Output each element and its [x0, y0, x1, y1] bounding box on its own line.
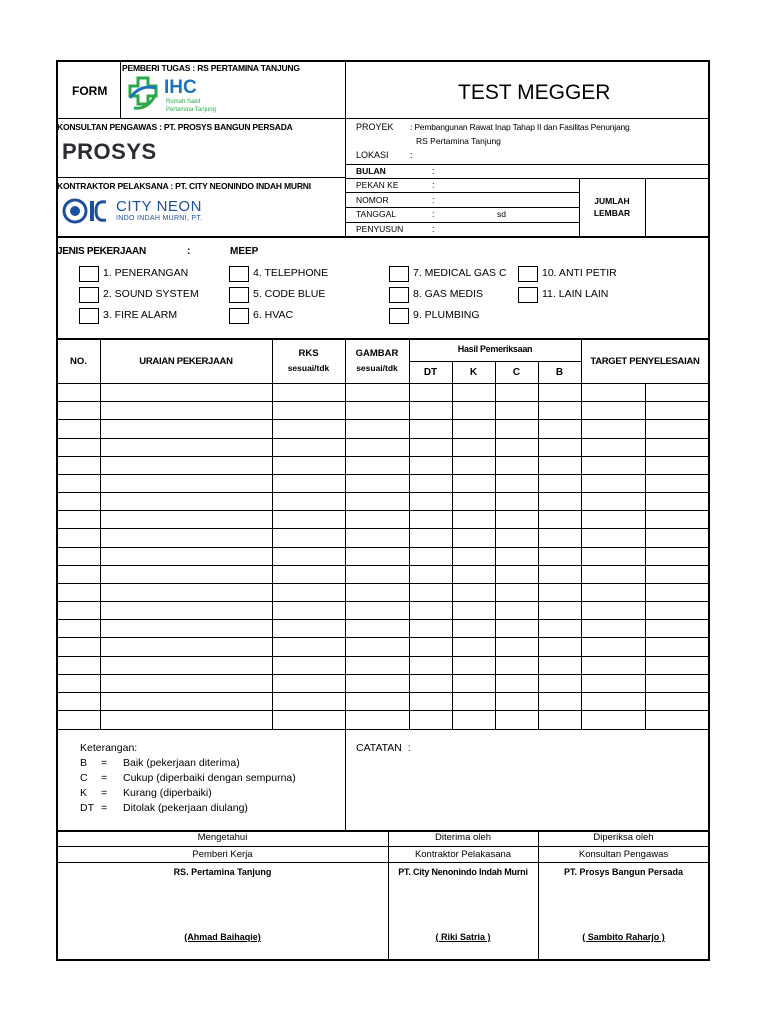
checkbox-penerangan[interactable]	[79, 266, 99, 282]
grid-col-line	[100, 338, 101, 729]
sig-sub: Pemberi Kerja	[192, 849, 253, 860]
grid-row-line	[57, 528, 709, 529]
jenis-value: MEEP	[230, 246, 259, 257]
divider	[57, 118, 709, 119]
option-label: 3. FIRE ALARM	[103, 309, 178, 321]
form-label: FORM	[72, 84, 108, 98]
divider	[345, 729, 346, 830]
col-gambar-header: GAMBAR	[355, 348, 399, 359]
grid-row-line	[57, 692, 709, 693]
option-label: 7. MEDICAL GAS C	[413, 267, 507, 279]
grid-col-line	[409, 338, 410, 729]
grid-row-line	[57, 419, 709, 420]
prosys-logo: PROSYS	[62, 139, 157, 164]
legend-item: Baik (pekerjaan diterima)	[123, 757, 240, 769]
sig-org: PT. Prosys Bangun Persada	[563, 867, 684, 877]
checkbox-medical-gas[interactable]	[389, 266, 409, 282]
ihc-logo: IHC Rumah Sakit Pertamina Tanjung	[126, 76, 232, 116]
grid-row-line	[57, 438, 709, 439]
option-label: 5. CODE BLUE	[253, 288, 326, 300]
checkbox-code-blue[interactable]	[229, 287, 249, 303]
col-b-header: B	[555, 367, 564, 378]
col-uraian-header: URAIAN PEKERJAAN	[139, 356, 233, 367]
penyusun-label: PENYUSUN	[356, 224, 404, 234]
divider	[345, 207, 579, 208]
grid-row-line	[57, 383, 709, 384]
sig-name: (Ahmad Baihaqie)	[184, 932, 261, 942]
grid-row-line	[57, 492, 709, 493]
grid-row-line	[57, 401, 709, 402]
col-no-header: NO.	[70, 356, 87, 367]
divider	[345, 192, 579, 193]
checkbox-gas-medis[interactable]	[389, 287, 409, 303]
jenis-label: JENIS PEKERJAAN	[57, 246, 146, 257]
checkbox-hvac[interactable]	[229, 308, 249, 324]
legend-item: Ditolak (pekerjaan diulang)	[123, 802, 248, 814]
grid-row-line	[57, 583, 709, 584]
legend-item: Kurang (diperbaiki)	[123, 787, 212, 799]
sig-name: ( Sambito Raharjo )	[582, 932, 665, 942]
tanggal-sd: sd	[497, 209, 506, 219]
sig-role: Mengetahui	[197, 832, 248, 843]
grid-row-line	[57, 474, 709, 475]
divider	[345, 222, 579, 223]
checkbox-sound-system[interactable]	[79, 287, 99, 303]
sig-name: ( Riki Satria )	[435, 932, 491, 942]
divider	[345, 178, 709, 179]
proyek-value-2: RS Pertamina Tanjung	[416, 136, 501, 146]
col-rks-header: RKS	[298, 348, 319, 359]
legend-item: Cukup (diperbaiki dengan sempurna)	[123, 772, 296, 784]
option-label: 6. HVAC	[253, 309, 294, 321]
option-label: 8. GAS MEDIS	[413, 288, 484, 300]
col-gambar-sub: sesuai/tdk	[356, 363, 398, 373]
sig-org: PT. City Nenonindo Indah Murni	[398, 867, 528, 877]
grid-row-line	[57, 710, 709, 711]
checkbox-fire-alarm[interactable]	[79, 308, 99, 324]
catatan-label: CATATAN :	[356, 742, 411, 754]
konsultan-label: KONSULTAN PENGAWAS : PT. PROSYS BANGUN PERSADA	[57, 122, 293, 132]
sig-role: Diperiksa oleh	[593, 832, 654, 843]
option-label: 2. SOUND SYSTEM	[103, 288, 199, 300]
divider	[579, 178, 580, 236]
grid-row-line	[57, 547, 709, 548]
option-label: 10. ANTI PETIR	[542, 267, 617, 279]
checkbox-plumbing[interactable]	[389, 308, 409, 324]
divider	[57, 338, 709, 340]
col-hasil-header: Hasil Pemeriksaan	[457, 344, 533, 354]
grid-col-line	[345, 338, 346, 729]
city-neon-emblem-icon	[62, 198, 110, 224]
divider	[57, 236, 709, 238]
col-dt-header: DT	[423, 367, 438, 378]
pemberi-tugas: PEMBERI TUGAS : RS PERTAMINA TANJUNG	[122, 63, 300, 73]
option-label: 4. TELEPHONE	[253, 267, 329, 279]
divider	[57, 846, 709, 847]
grid-row-line	[57, 510, 709, 511]
col-c-header: C	[512, 367, 521, 378]
page-title: TEST MEGGER	[458, 81, 611, 104]
grid-row-line	[57, 656, 709, 657]
proyek-label: PROYEK	[356, 122, 394, 132]
tanggal-label: TANGGAL	[356, 209, 396, 219]
grid-col-line	[581, 338, 582, 729]
option-label: 9. PLUMBING	[413, 309, 480, 321]
grid-row-line	[57, 601, 709, 602]
grid-row-line	[57, 637, 709, 638]
divider	[57, 729, 709, 730]
checkbox-lain-lain[interactable]	[518, 287, 538, 303]
bulan-label: BULAN	[356, 166, 386, 176]
grid-col-line	[272, 338, 273, 729]
city-neon-logo: CITY NEON INDO INDAH MURNI, PT.	[62, 198, 232, 226]
sig-sub: Kontraktor Pelakasana	[414, 849, 512, 860]
ihc-cross-icon	[126, 76, 162, 114]
sig-org: RS. Pertamina Tanjung	[173, 867, 272, 877]
grid-row-line	[57, 619, 709, 620]
checkbox-anti-petir[interactable]	[518, 266, 538, 282]
sig-role: Diterima oleh	[435, 832, 491, 843]
divider	[345, 61, 346, 236]
jumlah-label: JUMLAH	[594, 196, 630, 206]
checkbox-telephone[interactable]	[229, 266, 249, 282]
nomor-label: NOMOR	[356, 195, 389, 205]
col-k-header: K	[469, 367, 478, 378]
option-label: 11. LAIN LAIN	[542, 288, 609, 300]
kontraktor-label: KONTRAKTOR PELAKSANA : PT. CITY NEONINDO INDAH MURNI	[57, 181, 311, 191]
grid-row-line	[57, 674, 709, 675]
grid-row-line	[57, 565, 709, 566]
divider	[57, 862, 709, 863]
option-label: 1. PENERANGAN	[103, 267, 189, 279]
pekan-label: PEKAN KE	[356, 180, 399, 190]
keterangan-title: Keterangan:	[80, 742, 138, 754]
col-target-header: TARGET PENYELESAIAN	[590, 356, 700, 367]
divider	[645, 178, 646, 236]
sig-sub: Konsultan Pengawas	[578, 849, 669, 860]
proyek-value: : Pembangunan Rawat Inap Tahap II dan Fasilitas Penunjang	[410, 122, 630, 132]
divider	[345, 164, 709, 165]
col-rks-sub: sesuai/tdk	[287, 363, 330, 373]
lembar-label: LEMBAR	[593, 208, 631, 218]
grid-row-line	[57, 456, 709, 457]
lokasi-label: LOKASI	[356, 150, 389, 160]
grid-col-line	[645, 383, 646, 729]
divider	[120, 61, 121, 118]
divider	[57, 177, 345, 178]
